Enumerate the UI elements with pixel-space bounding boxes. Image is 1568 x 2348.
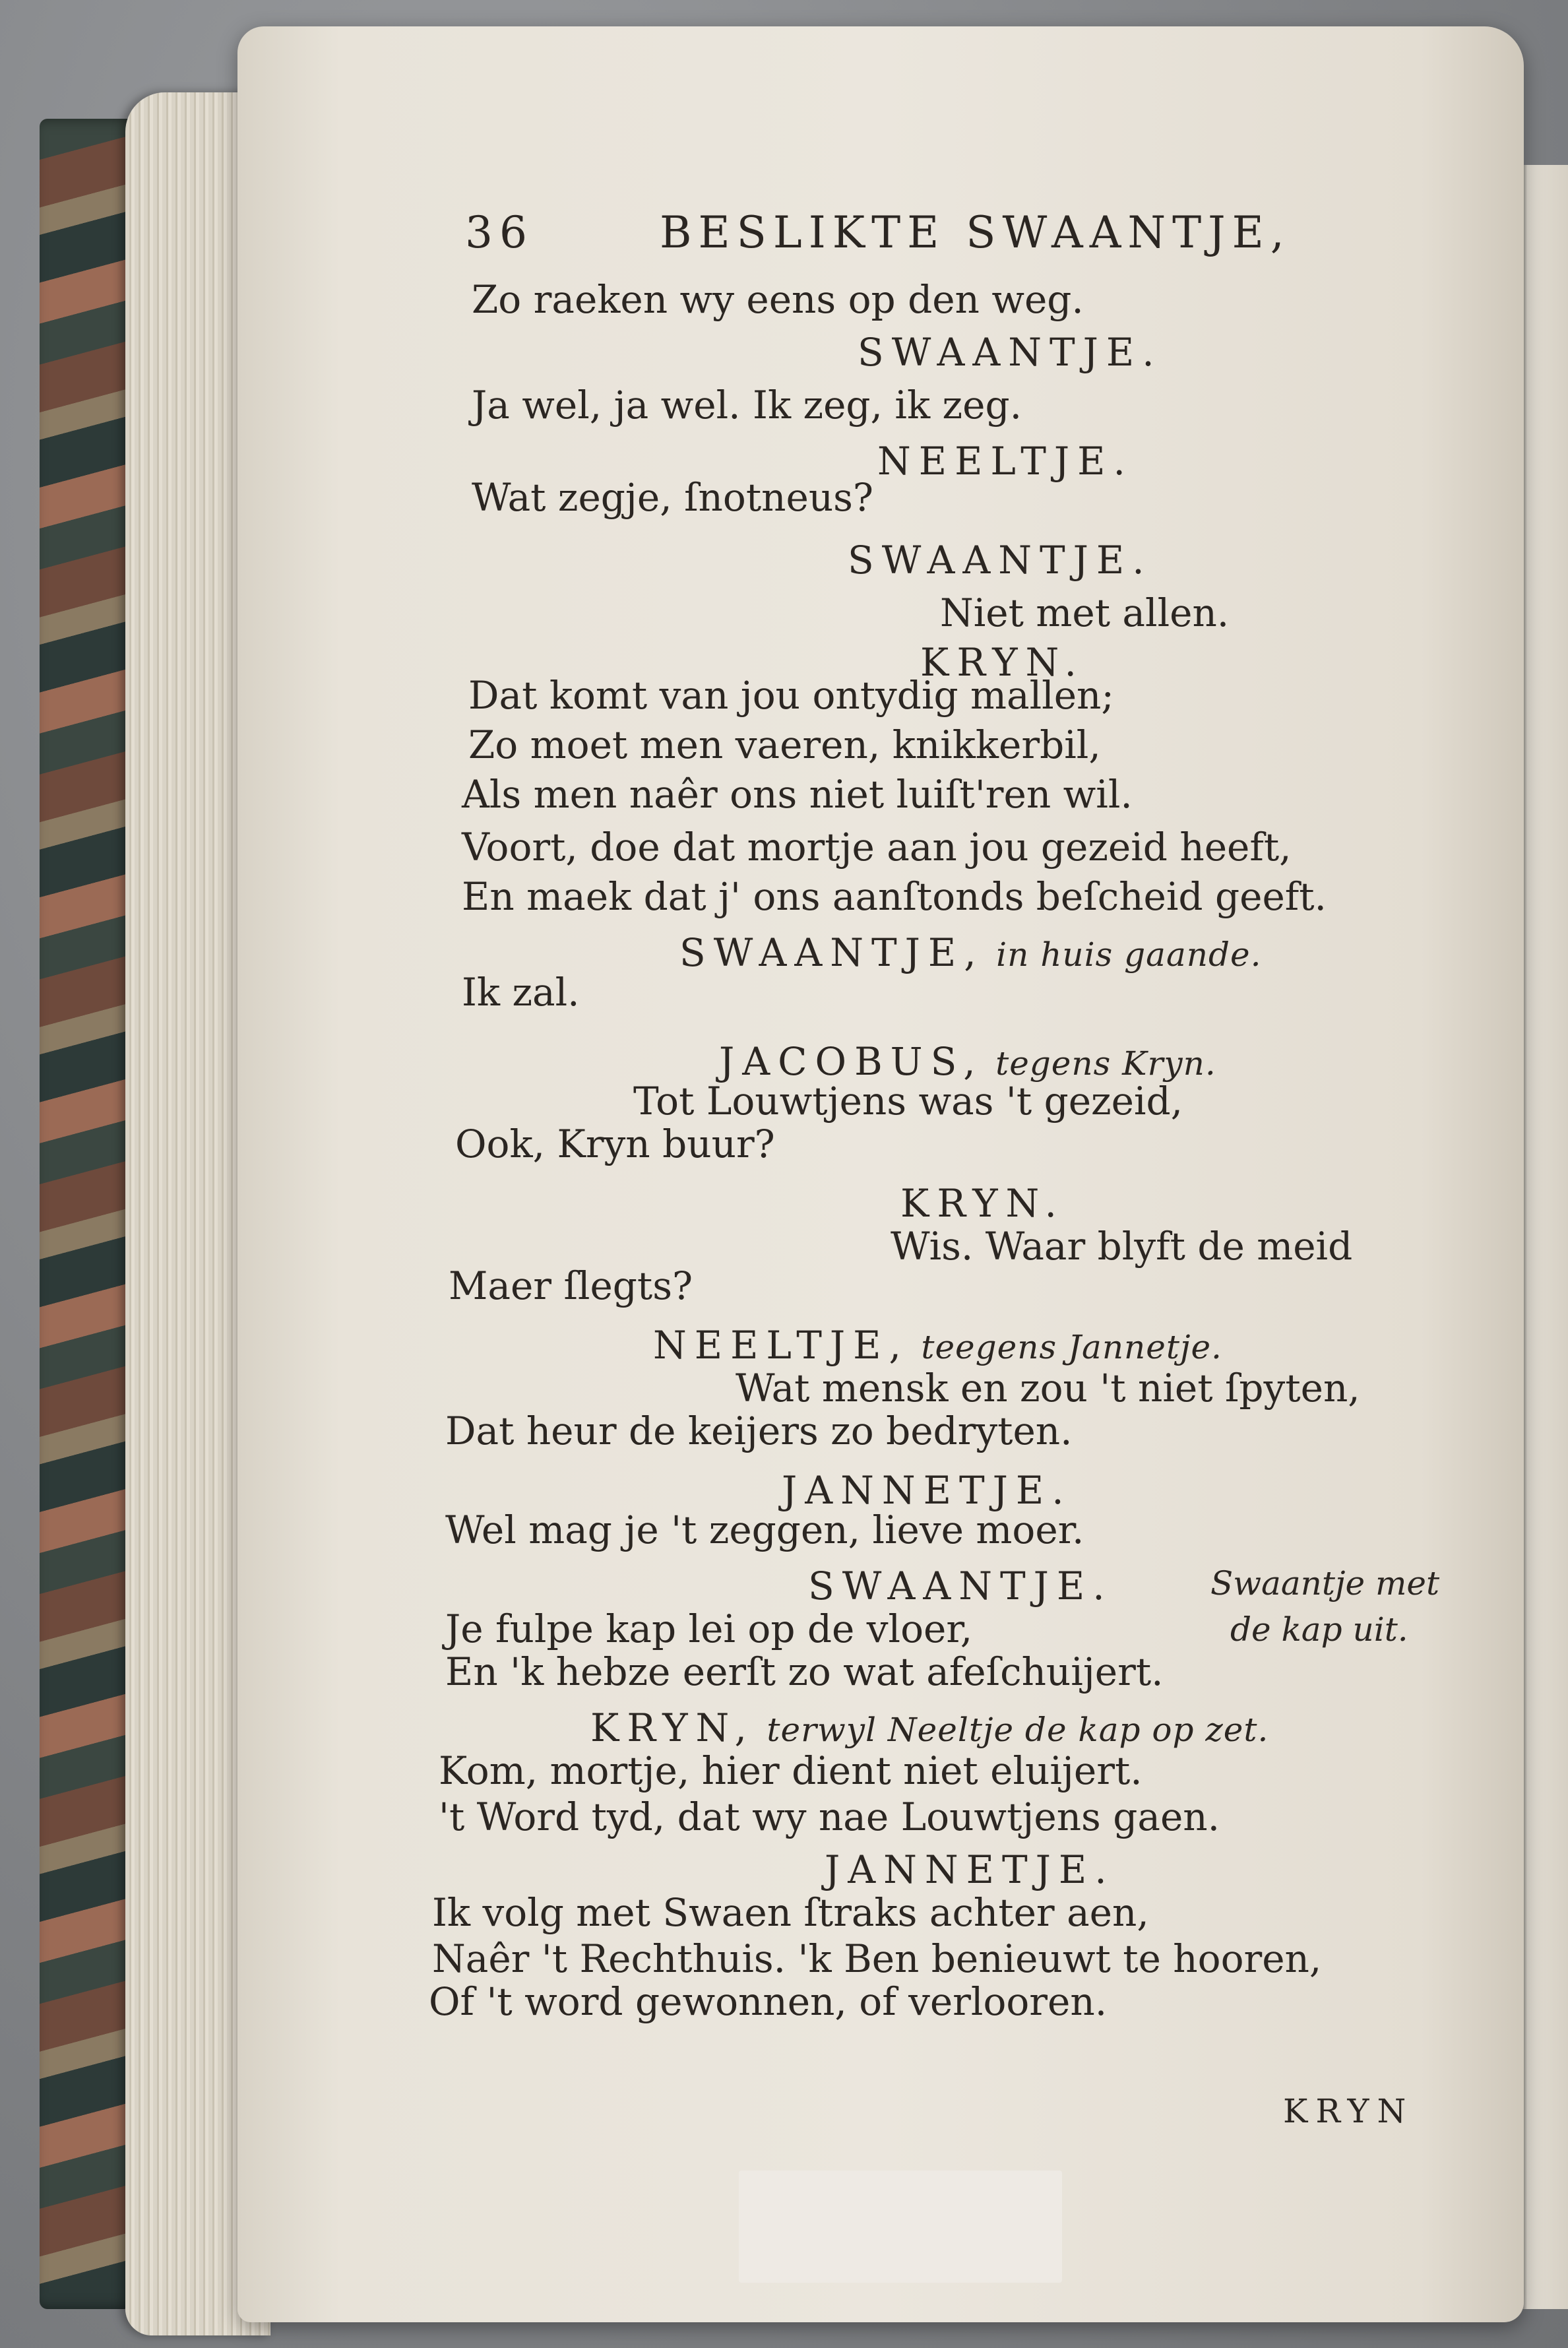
- verse-line: Wis. Waar blyft de meid: [891, 1224, 1353, 1269]
- speaker-name: JANNETJE.: [782, 1468, 1072, 1513]
- stage-direction: terwyl Neeltje de kap op zet.: [767, 1711, 1269, 1749]
- catchword: KRYN: [1283, 2092, 1414, 2130]
- verse-line: En maek dat j' ons aanſtonds beſcheid geeft.: [462, 874, 1327, 919]
- speaker-name: NEELTJE.: [877, 439, 1133, 484]
- page-number: 36: [465, 207, 534, 258]
- verse-line: Wat zegje, ſnotneus?: [472, 475, 874, 520]
- verse-line: Tot Louwtjens was 't gezeid,: [633, 1079, 1183, 1124]
- verse-line: 't Word tyd, dat wy nae Louwtjens gaen.: [439, 1794, 1220, 1839]
- running-head: BESLIKTE SWAANTJE,: [660, 207, 1291, 258]
- verse-line: Dat komt van jou ontydig mallen;: [468, 673, 1114, 718]
- stage-direction: teegens Jannetje.: [921, 1328, 1222, 1366]
- verse-line: Niet met allen.: [940, 590, 1230, 635]
- redaction-patch: [739, 2171, 1062, 2283]
- verse-line: Maer ſlegts?: [449, 1263, 693, 1308]
- speaker-name: JANNETJE.: [825, 1847, 1115, 1892]
- verse-line: Of 't word gewonnen, of verlooren.: [429, 1979, 1108, 2024]
- verse-line: Wat mensk en zou 't niet ſpyten,: [736, 1366, 1360, 1411]
- speaker-name: NEELTJE,: [653, 1323, 909, 1368]
- speaker-name: KRYN.: [900, 1181, 1065, 1226]
- speaker-with-direction: [590, 1705, 1269, 1750]
- margin-note-line: de kap uit.: [1230, 1610, 1408, 1649]
- verse-line: Naêr 't Rechthuis. 'k Ben benieuwt te hooren,: [432, 1936, 1322, 1981]
- speaker-with-direction: [719, 1039, 1216, 1084]
- speaker-name: SWAANTJE.: [808, 1564, 1113, 1608]
- verse-line: Als men naêr ons niet luiſt'ren wil.: [462, 772, 1133, 817]
- speaker-name: KRYN,: [590, 1705, 755, 1750]
- speaker-name: JACOBUS,: [719, 1039, 984, 1084]
- speaker-name: SWAANTJE.: [848, 538, 1152, 583]
- stage-direction: in huis gaande.: [996, 936, 1262, 974]
- verse-line: Zo raeken wy eens op den weg.: [472, 277, 1084, 322]
- speaker-name: SWAANTJE.: [858, 330, 1162, 375]
- speaker-name: SWAANTJE,: [679, 930, 984, 975]
- verse-line: Kom, mortje, hier dient niet eluijert.: [439, 1748, 1143, 1793]
- verse-line: Je fulpe kap lei op de vloer,: [445, 1606, 973, 1651]
- speaker-with-direction: [679, 930, 1262, 975]
- speaker-name: KRYN.: [920, 640, 1084, 685]
- stage-direction: tegens Kryn.: [995, 1044, 1216, 1083]
- verse-line: En 'k hebze eerſt zo wat afeſchuijert.: [445, 1649, 1164, 1694]
- verse-line: Zo moet men vaeren, knikkerbil,: [468, 722, 1101, 767]
- verse-line: Dat heur de keijers zo bedryten.: [445, 1409, 1073, 1453]
- verse-line: Ik zal.: [462, 970, 580, 1015]
- verse-line: Wel mag je 't zeggen, lieve moer.: [445, 1507, 1084, 1552]
- verse-line: Voort, doe dat mortje aan jou gezeid heeft,: [462, 825, 1292, 870]
- verse-line: Ja wel, ja wel. Ik zeg, ik zeg.: [472, 383, 1022, 428]
- speaker-with-direction: [653, 1323, 1222, 1368]
- margin-note-line: Swaantje met: [1210, 1564, 1440, 1602]
- facing-page-edge: [1517, 165, 1568, 2309]
- verse-line: Ook, Kryn buur?: [455, 1122, 775, 1166]
- verse-line: Ik volg met Swaen ſtraks achter aen,: [432, 1890, 1149, 1935]
